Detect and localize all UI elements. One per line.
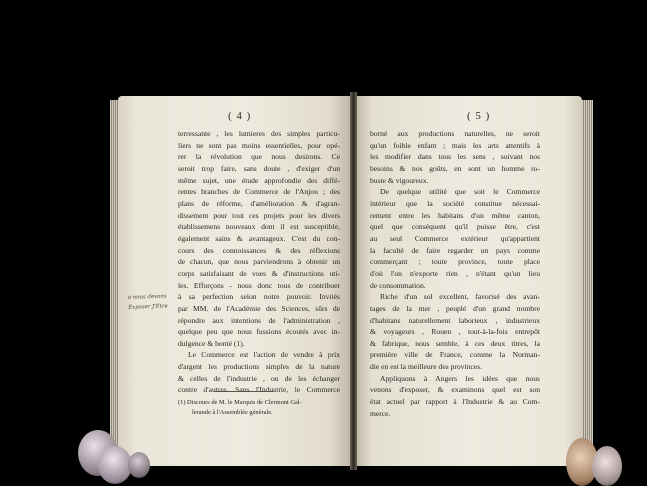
text-line: tages de la mer , peuplé d'un grand nombre [370,303,540,313]
glove-finger [98,446,132,484]
text-line: quelque peu que nous fussions écoutés avec in- [178,327,340,337]
text-line: de chacun, que nous parviendrons à obtenir un [178,257,340,267]
text-line: qu'un foible enfant ; mais les arts attentifs à [370,140,540,150]
text-line: état actuel par rapport à l'Industrie & au Com- [370,397,540,407]
footnote [178,398,344,418]
footnote-line: lerande à l'Assemblée générale. [192,409,273,416]
text-line: au seul Commerce extérieur qu'appartient [370,233,540,243]
text-line: & voyageurs , Rouen , tout-à-la-fois entrepôt [370,327,540,337]
glove-finger [592,446,622,486]
text-line: terressante , les lumieres des simples particu- [178,129,340,138]
text-line: rement entre les habitans d'un même canton, [370,210,540,220]
text-line: les modifier dans tous les sens , suivant nos [370,152,540,162]
text-line: venons d'exposer, & examinons quel est son [370,385,540,395]
text-line: & fabrique, nous semble, à ces deux titres, la [370,338,540,348]
text-line: par MM. de l'Académie des Sciences, sûrs de [178,303,340,313]
text-line: contre d'autres. Sans l'Industrie, le Commerce [178,385,340,395]
left-page-body [178,128,340,396]
text-line: corps satisfaisant de vues & d'instructions uti- [178,268,340,278]
text-line: la faculté de faire regarder un pays comme [370,245,540,255]
text-line: die en est la meilleure des provinces. [370,362,482,372]
text-line: liers ne sont pas moins essentielles, pour opé- [178,140,340,150]
glove-finger [128,452,150,478]
margin-note-line: a nous devons [127,293,167,301]
handwritten-margin-note [128,291,179,313]
text-line: buste & vigoureux. [370,175,429,185]
text-line: merce. [370,408,391,418]
text-line: les. Efforçons - nous donc tous de contribuer [178,280,340,290]
text-line: même sujet, une étude approfondie des diffé- [178,175,340,185]
text-line: & celles de l'industrie , ou de les échanger [178,373,340,383]
text-line: cours des connoissances & des réflexions [178,245,340,255]
text-line: dissement pour tout ces projets pour les divers [178,210,340,220]
text-line: Appliquons à Angers les idées que nous [380,373,540,383]
text-line: borné aux productions naturelles, ne seroit [370,129,540,138]
book-gutter [350,92,357,470]
footnote-rule [214,391,274,392]
text-line: rer la révolution que nous desirons. Ce [178,152,340,162]
right-page-edges [581,100,593,462]
right-page-number: ( 5 ) [467,110,491,122]
text-line: dulgence & bonté (1). [178,338,245,348]
text-line: d'où l'on n'exporte rien , n'étant qu'un lieu [370,268,540,278]
footnote-line: (1) Discours de M. le Marquis de Clermont Gal- [178,399,302,406]
text-line: besoins & nos goûts, en sont un homme ro- [370,163,540,173]
text-line: d'habitans naturellement laborieux , industrieux [370,315,540,325]
text-line: de consommation. [370,280,426,290]
text-line: Le Commerce est l'action de vendre à prix [188,350,340,360]
text-line: également sains & avantageux. C'est du con- [178,233,340,243]
text-line: première ville de France, comme la Norman- [370,350,540,360]
text-line: intérieur que la société constitue nécessai- [370,198,540,208]
text-line: Riche d'un sol excellent, favorisé des avan- [380,292,540,302]
text-line: d'argent les productions simples de la nature [178,362,340,372]
text-line: à sa perfection selon notre pouvoir. Invités [178,292,340,302]
margin-note-line: Exposer J'Etre [128,303,168,311]
text-line: De quelque utilité que soit le Commerce [380,187,540,197]
text-line: établissemens nouveaux dont il est susceptible, [178,222,340,232]
text-line: répondre aux intentions de l'administration , [178,315,340,325]
text-line: plans de réforme, d'amélioration & d'agran- [178,198,340,208]
text-line: rentes branches de Commerce de l'Anjou ; des [178,187,340,197]
text-line: commerçant ; toute province, toute place [370,257,540,267]
left-page-number: ( 4 ) [228,110,252,122]
right-page-body [370,128,540,419]
text-line: seroit trop faire, sans doute , d'exiger d'un [178,163,340,173]
text-line: quel que conséquent qu'il puisse être, c'est [370,222,540,232]
